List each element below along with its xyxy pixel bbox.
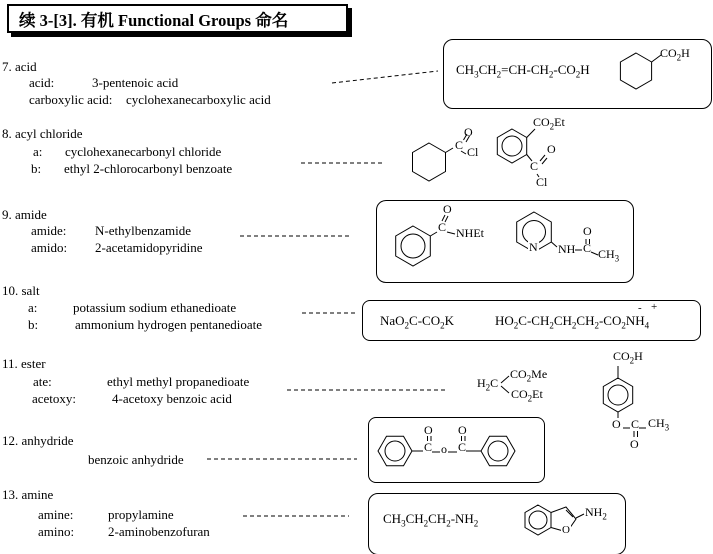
atom-label-o: O — [612, 417, 621, 431]
atom-label-nh: NH — [558, 242, 576, 256]
atom-label-ch3: $CH_3$ — [598, 247, 620, 264]
item-8-heading: 8. acyl chloride — [2, 126, 83, 141]
item-9-heading: 9. amide — [2, 207, 47, 222]
answer-box-9 — [376, 200, 634, 283]
item-7-row1-label: acid: — [29, 75, 55, 90]
item-13-heading: 13. amine — [2, 487, 54, 502]
page-title: 续 3-[3]. 有机 Functional Groups 命名 — [19, 10, 289, 30]
atom-label-o: O — [547, 142, 556, 156]
atom-label-o: O — [424, 423, 433, 437]
item-8-row1-value: cyclohexanecarbonyl chloride — [65, 144, 222, 159]
item-13-row1-value: propylamine — [108, 507, 174, 522]
item-13-row2-value: 2-aminobenzofuran — [108, 524, 210, 539]
atom-label-co2me: $CO_2Me$ — [510, 367, 548, 384]
item-10-row2-value: ammonium hydrogen pentanedioate — [75, 317, 263, 332]
item-10-row1-value: potassium sodium ethanedioate — [73, 300, 237, 315]
item-9-row2-value: 2-acetamidopyridine — [95, 240, 203, 255]
atom-label-o: O — [464, 125, 473, 139]
answer-box-12 — [368, 417, 545, 483]
atom-label-o: O — [562, 524, 570, 536]
structure-ethyl-2-chlorocarbonyl-benzoate — [497, 129, 547, 177]
item-9-row1-value: N-ethylbenzamide — [95, 223, 192, 238]
item-9-row1-label: amide: — [31, 223, 67, 238]
item-10-heading: 10. salt — [2, 283, 40, 298]
atom-label-o: O — [583, 224, 592, 238]
atom-label-c: C — [458, 440, 467, 454]
atom-label-n: N — [529, 240, 538, 254]
structure-ethyl-methyl-propanedioate — [501, 376, 509, 393]
atom-label-c: C — [583, 241, 592, 255]
item-9-row2-label: amido: — [31, 240, 68, 255]
atom-label-ch3: $CH_3$ — [648, 416, 670, 433]
item-10-row1-label: a: — [28, 300, 38, 315]
item-11-row1-label: ate: — [33, 374, 52, 389]
title-box — [7, 4, 348, 33]
salt-formula-2: $HO_2C-CH_2CH_2CH_2-CO_2NH_4$ — [495, 313, 650, 331]
atom-label-h2c: $H_2C$ — [477, 376, 499, 393]
item-7-row2-label: carboxylic acid: — [29, 92, 113, 107]
atom-label-o: O — [630, 437, 639, 451]
atom-label-co2et: $CO_2Et$ — [533, 115, 565, 132]
item-8-row1-label: a: — [33, 144, 43, 159]
atom-label-co2h: $CO_2H$ — [660, 46, 690, 63]
atom-label-cl: Cl — [536, 175, 548, 189]
item-12-heading: 12. anhydride — [2, 433, 74, 448]
atom-label-o: O — [443, 202, 452, 216]
atom-label-co2et: $CO_2Et$ — [511, 387, 543, 404]
item-12-row1-value: benzoic anhydride — [88, 452, 184, 467]
atom-label-o-bridge: o — [441, 442, 447, 456]
atom-label-c: C — [455, 138, 464, 152]
item-7-row1-value: 3-pentenoic acid — [92, 75, 179, 90]
atom-label-c: C — [438, 220, 447, 234]
item-13-row1-label: amine: — [38, 507, 74, 522]
item-8-row2-label: b: — [31, 161, 42, 176]
atom-label-c: C — [631, 417, 640, 431]
atom-label-nh2: $NH_2$ — [585, 505, 607, 522]
atom-label-nhet: NHEt — [456, 226, 484, 240]
charge-plus: + — [651, 301, 658, 313]
propylamine-formula: $CH_3CH_2CH_2-NH_2$ — [383, 511, 479, 529]
item-8-row2-value: ethyl 2-chlorocarbonyl benzoate — [64, 161, 233, 176]
item-13-row2-label: amino: — [38, 524, 75, 539]
item-7-row2-value: cyclohexanecarboxylic acid — [126, 92, 271, 107]
item-11-heading: 11. ester — [2, 356, 46, 371]
atom-label-c: C — [424, 440, 433, 454]
atom-label-o: O — [458, 423, 467, 437]
structure-4-acetoxy-benzoic-acid — [603, 366, 646, 437]
dotted-connector-7 — [332, 71, 438, 83]
item-10-row2-label: b: — [28, 317, 39, 332]
item-11-row1-value: ethyl methyl propanedioate — [107, 374, 250, 389]
atom-label-co2h: $CO_2H$ — [613, 349, 643, 366]
pentenoic-acid-formula: $CH_3CH_2=CH-CH_2-CO_2H$ — [456, 62, 590, 80]
atom-label-cl: Cl — [467, 145, 479, 159]
item-7-heading: 7. acid — [2, 59, 37, 74]
salt-formula-1: $NaO_2C-CO_2K$ — [380, 313, 454, 331]
atom-label-c: C — [530, 159, 539, 173]
item-11-row2-label: acetoxy: — [32, 391, 77, 406]
charge-minus: - — [638, 302, 642, 314]
item-11-row2-value: 4-acetoxy benzoic acid — [112, 391, 232, 406]
